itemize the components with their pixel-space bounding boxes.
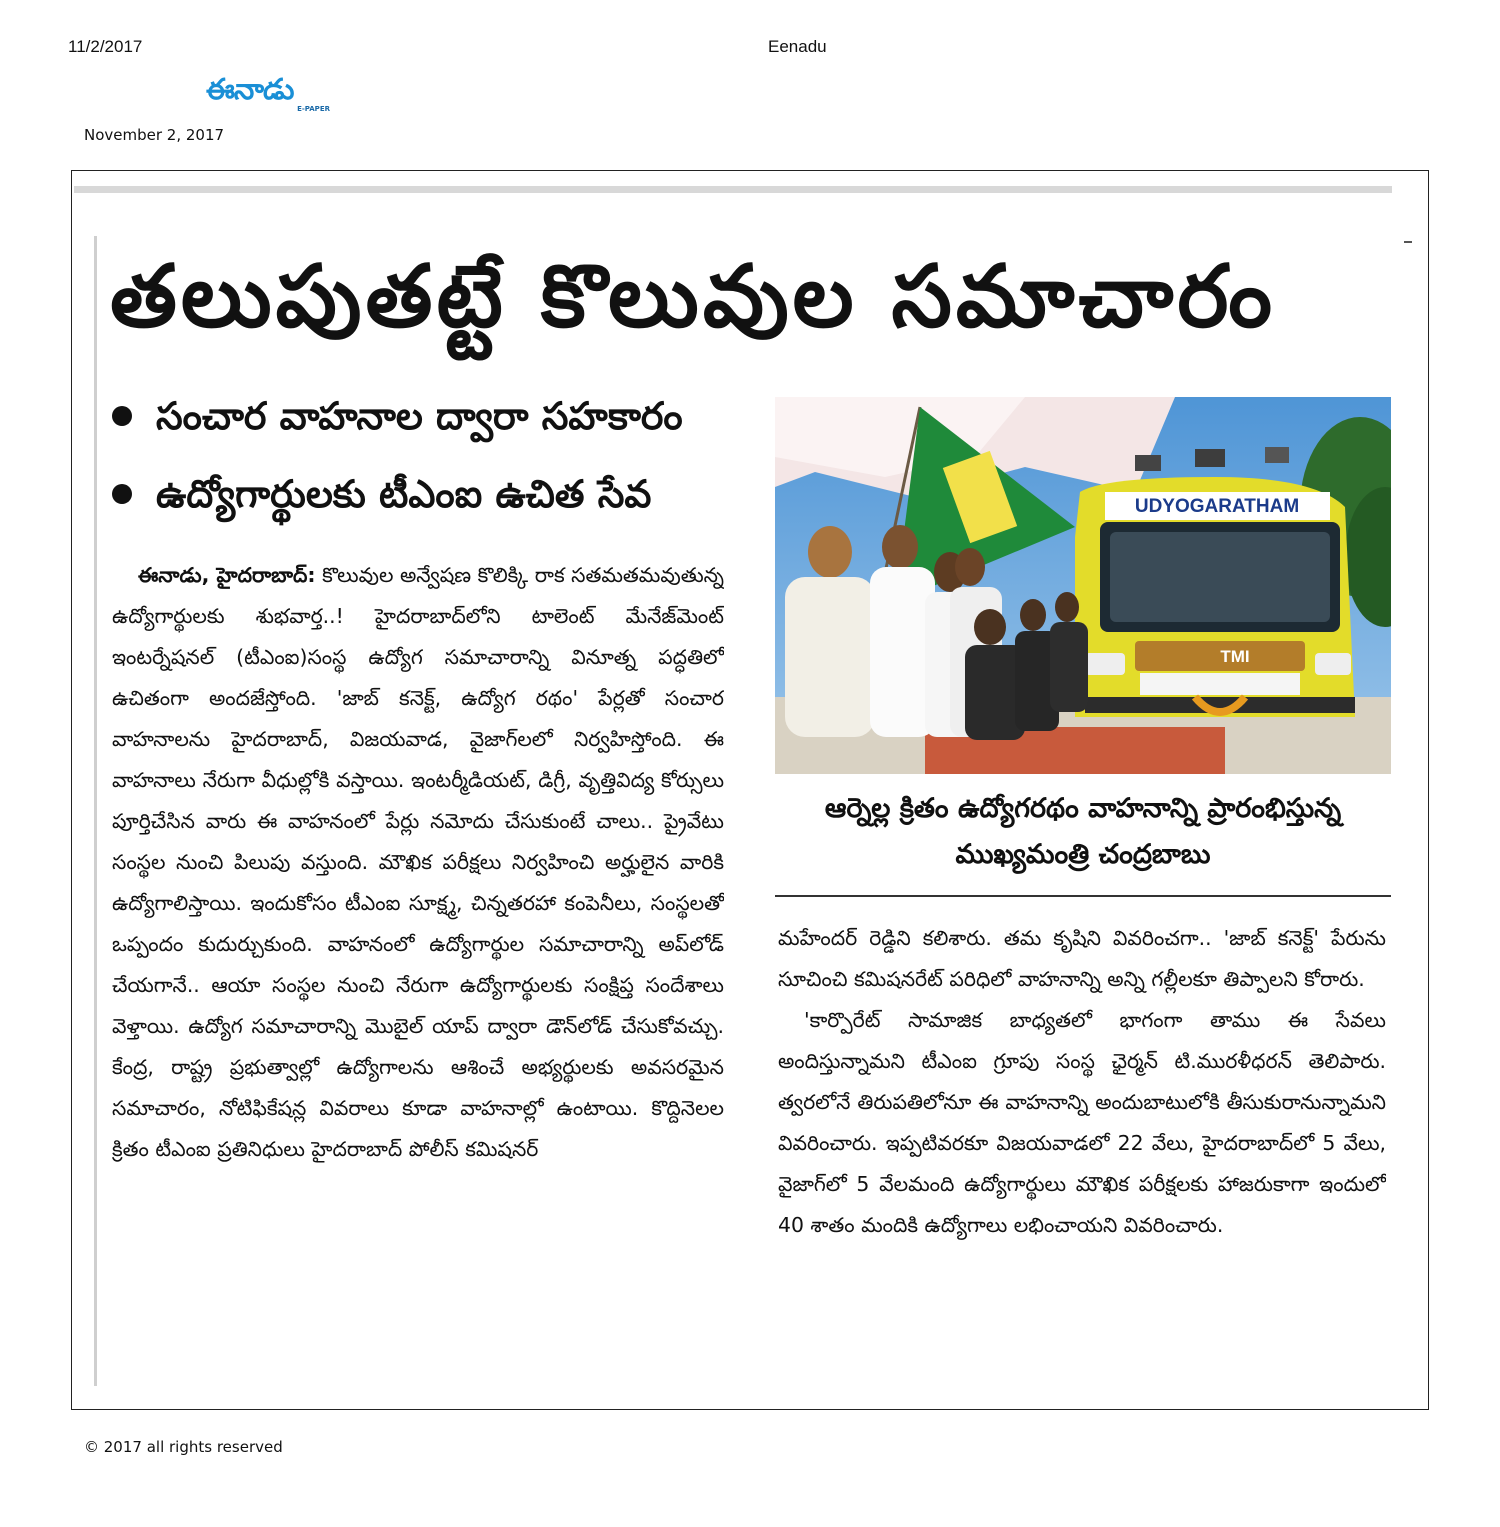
photo-caption: ఆర్నెల్ల క్రితం ఉద్యోగరథం వాహనాన్ని ప్రారంభిస్తున్న ముఖ్యమంత్రి చంద్రబాబు [824,793,1342,870]
article-body-right-column [778,918,1386,1378]
body-paragraph: 'కార్పొరేట్ సామాజిక బాధ్యతలో భాగంగా తాము ఈ సేవలు అందిస్తున్నామని టీఎంఐ గ్రూపు సంస్థ ఛైర్మన్ టి.మురళీధరన్ తెలిపారు. త్వరలోనే తిరుపతిలోనూ ఈ వాహనాన్ని అందుబాటులోకి తీసుకురానున్నామని వివరించారు. ఇప్పటివరకూ విజయవాడలో 22 వేలు, హైదరాబాద్‌లో 5 వేలు, వైజాగ్‌లో 5 వేలమంది ఉద్యోగార్థులు మౌఖిక పరీక్షలకు హాజరుకాగా ఇందులో 40 శాతం మందికి ఉద్యోగాలు లభించాయని వివరించారు. [778,1008,1386,1237]
logo-sub: E-PAPER [297,105,330,113]
bus-badge-text: TMI [1220,647,1250,666]
bullet-dot-icon [112,484,132,504]
subheading-text: సంచార వాహనాల ద్వారా సహకారం [156,394,683,438]
bullet-dot-icon [112,406,132,426]
subheading-bullet [112,464,752,524]
copyright-notice: © 2017 all rights reserved [84,1438,283,1456]
subheading-text: ఉద్యోగార్థులకు టీఎంఐ ఉచిత సేవ [156,472,652,516]
article-body-left-column [112,555,724,1375]
print-date: 11/2/2017 [68,37,143,56]
bus-sign-text: UDYOGARATHAM [1134,496,1300,517]
caption-rule [775,895,1391,897]
eenadu-logo [206,72,336,116]
left-rule [94,236,97,1386]
dateline: ఈనాడు, హైదరాబాద్: [138,563,316,587]
subheading-bullet [112,386,752,446]
corner-mark [1404,241,1412,243]
news-photo [775,397,1391,774]
article-headline: తలుపుతట్టే కొలువుల సమాచారం [110,247,1276,347]
edition-date: November 2, 2017 [84,126,225,144]
site-title: Eenadu [768,37,827,56]
logo-text: ఈనాడు [206,72,294,106]
body-paragraph: మహేందర్ రెడ్డిని కలిశారు. తమ కృషిని వివరించగా.. 'జాబ్ కనెక్ట్' పేరును సూచించి కమిషనరేట్ పరిధిలో వాహనాన్ని అన్ని గల్లీలకూ తిప్పాలని కోరారు. [778,926,1386,991]
body-text: కొలువుల అన్వేషణ కొలిక్కి రాక సతమతమవుతున్న ఉద్యోగార్థులకు శుభవార్త..! హైదరాబాద్‌లోని టాలెంట్ మేనేజ్‌మెంట్ ఇంటర్నేషనల్ (టీఎంఐ)సంస్థ ఉద్యోగ సమాచారాన్ని వినూత్న పద్ధతిలో ఉచితంగా అందజేస్తోంది. 'జాబ్ కనెక్ట్, ఉద్యోగ రథం' పేర్లతో సంచార వాహనాలను హైదరాబాద్, విజయవాడ, వైజాగ్‌లలో నిర్వహిస్తోంది. ఈ వాహనాలు నేరుగా వీధుల్లోకి వస్తాయి. ఇంటర్మీడియట్, డిగ్రీ, వృత్తివిద్య కోర్సులు పూర్తిచేసిన వారు ఈ వాహనంలో పేర్లు నమోదు చేసుకుంటే చాలు.. ప్రైవేటు సంస్థల నుంచి పిలుపు వస్తుంది. మౌఖిక పరీక్షలు నిర్వహించి అర్హులైన వారికి ఉద్యోగాలిస్తాయి. ఇందుకోసం టీఎంఐ సూక్ష్మ, చిన్నతరహా కంపెనీలు, సంస్థలతో ఒప్పందం కుదుర్చుకుంది. వాహనంలో ఉద్యోగార్థుల సమాచారాన్ని అప్‌లోడ్ చేయగానే.. ఆయా సంస్థల నుంచి నేరుగా ఉద్యోగార్థులకు సంక్షిప్త సందేశాలు వెళ్తాయి. ఉద్యోగ సమాచారాన్ని మొబైల్ యాప్ ద్వారా డౌన్‌లోడ్ చేసుకోవచ్చు. కేంద్ర, రాష్ట్ర ప్రభుత్వాల్లో ఉద్యోగాలను ఆశించే అభ్యర్థులకు అవసరమైన సమాచారం, నోటిఫికేషన్ల వివరాలు కూడా వాహనాల్లో ఉంటాయి. కొద్దినెలల క్రితం టీఎంఐ ప్రతినిధులు హైదరాబాద్ పోలీస్ కమిషనర్ [112,563,724,1161]
top-rule [74,186,1392,193]
